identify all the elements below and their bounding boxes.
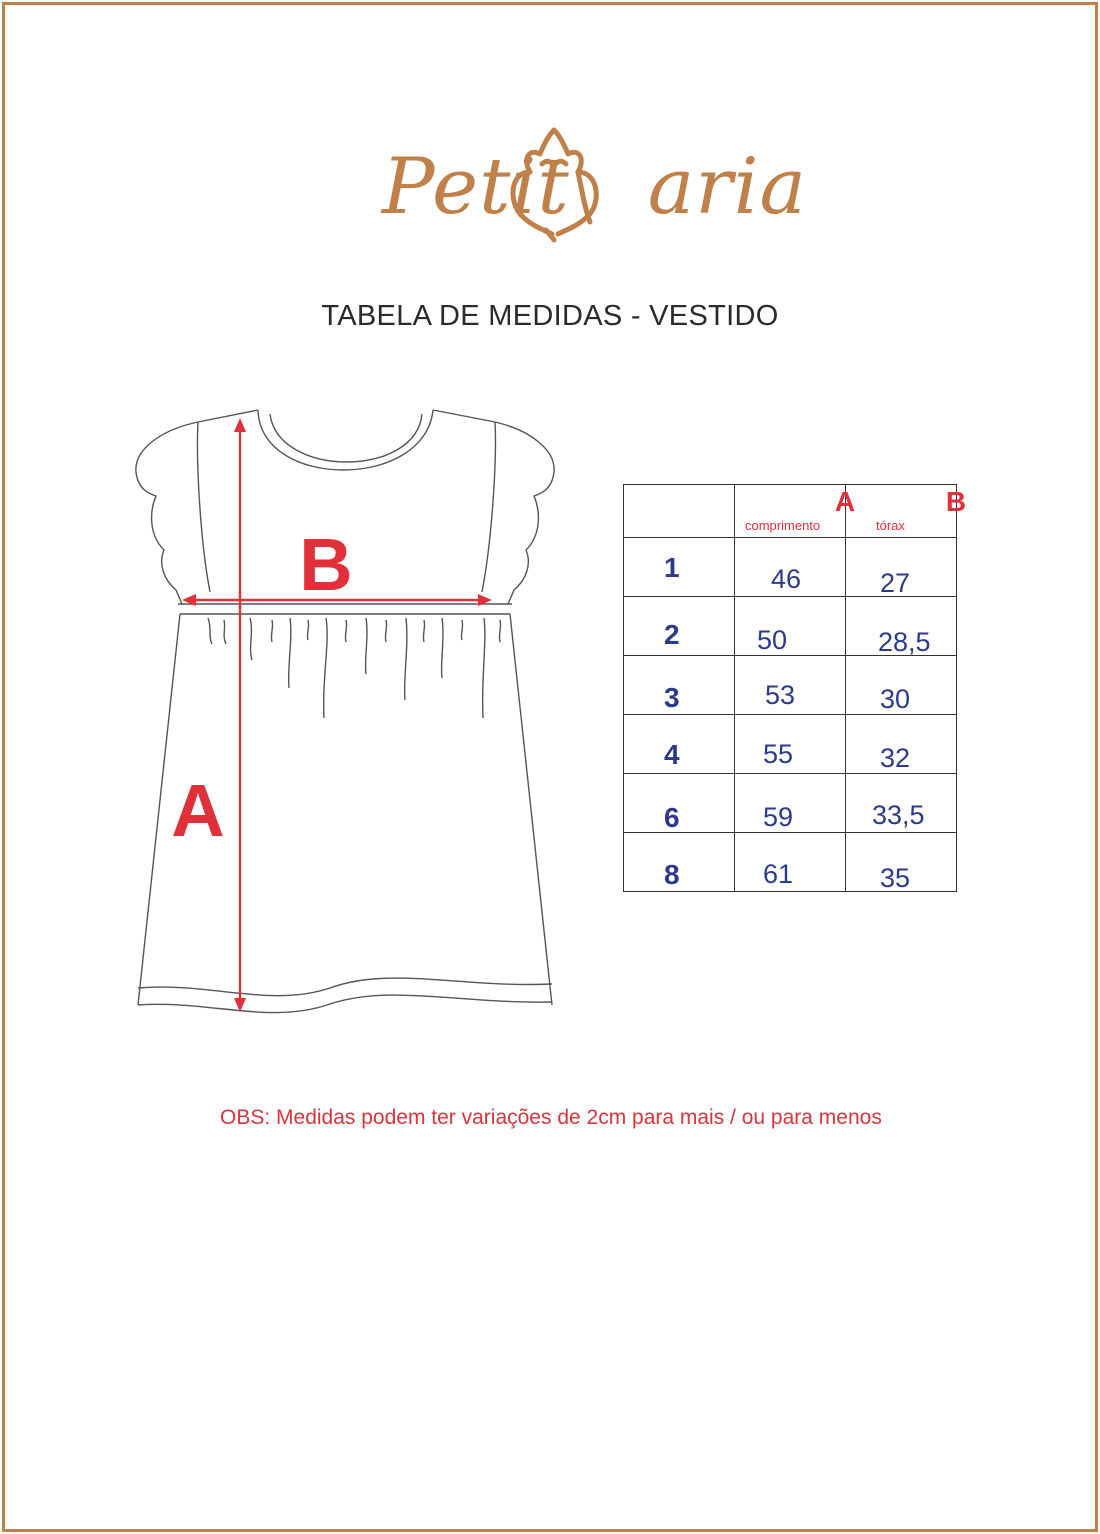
crown-heart-icon [370, 120, 770, 250]
table-row [624, 597, 957, 656]
header-b [846, 485, 967, 538]
size-table [623, 484, 967, 893]
size-label: 8 [664, 859, 680, 890]
header-b-sub: tórax [876, 518, 905, 533]
size-label: 4 [664, 739, 680, 770]
size-label: 3 [664, 682, 680, 713]
size-label: 1 [664, 552, 680, 583]
value-a: 61 [763, 859, 794, 889]
value-b: 27 [880, 568, 911, 598]
header-b-letter: B [945, 486, 967, 517]
table-row [624, 538, 957, 597]
page-title: TABELA DE MEDIDAS - VESTIDO [321, 300, 779, 332]
value-a: 53 [765, 680, 796, 710]
brand-name-right: aria [647, 142, 808, 232]
value-a: 50 [757, 625, 788, 655]
value-b: 35 [880, 863, 911, 893]
table-row [624, 715, 957, 774]
value-b: 28,5 [878, 627, 931, 657]
value-b: 30 [880, 684, 911, 714]
dress-diagram [120, 400, 570, 1025]
value-a: 55 [763, 739, 794, 769]
table-row [624, 656, 957, 715]
header-a-sub: comprimento [745, 518, 821, 533]
label-b: B [299, 523, 353, 606]
value-a: 46 [771, 564, 802, 594]
size-label: 2 [664, 619, 680, 650]
header-a [735, 485, 856, 538]
table-row [624, 833, 957, 892]
label-a: A [171, 769, 225, 852]
header-blank [624, 485, 735, 538]
value-a: 59 [763, 802, 794, 832]
table-row [624, 774, 957, 833]
measurement-note: OBS: Medidas podem ter variações de 2cm para mais / ou para menos [220, 1106, 882, 1129]
value-b: 32 [880, 743, 911, 773]
brand-logo [370, 120, 808, 250]
size-label: 6 [664, 802, 680, 833]
brand-name-left: Petit [382, 142, 570, 232]
value-b: 33,5 [872, 800, 925, 830]
table-header-row [624, 485, 957, 538]
header-a-letter: A [834, 486, 856, 517]
